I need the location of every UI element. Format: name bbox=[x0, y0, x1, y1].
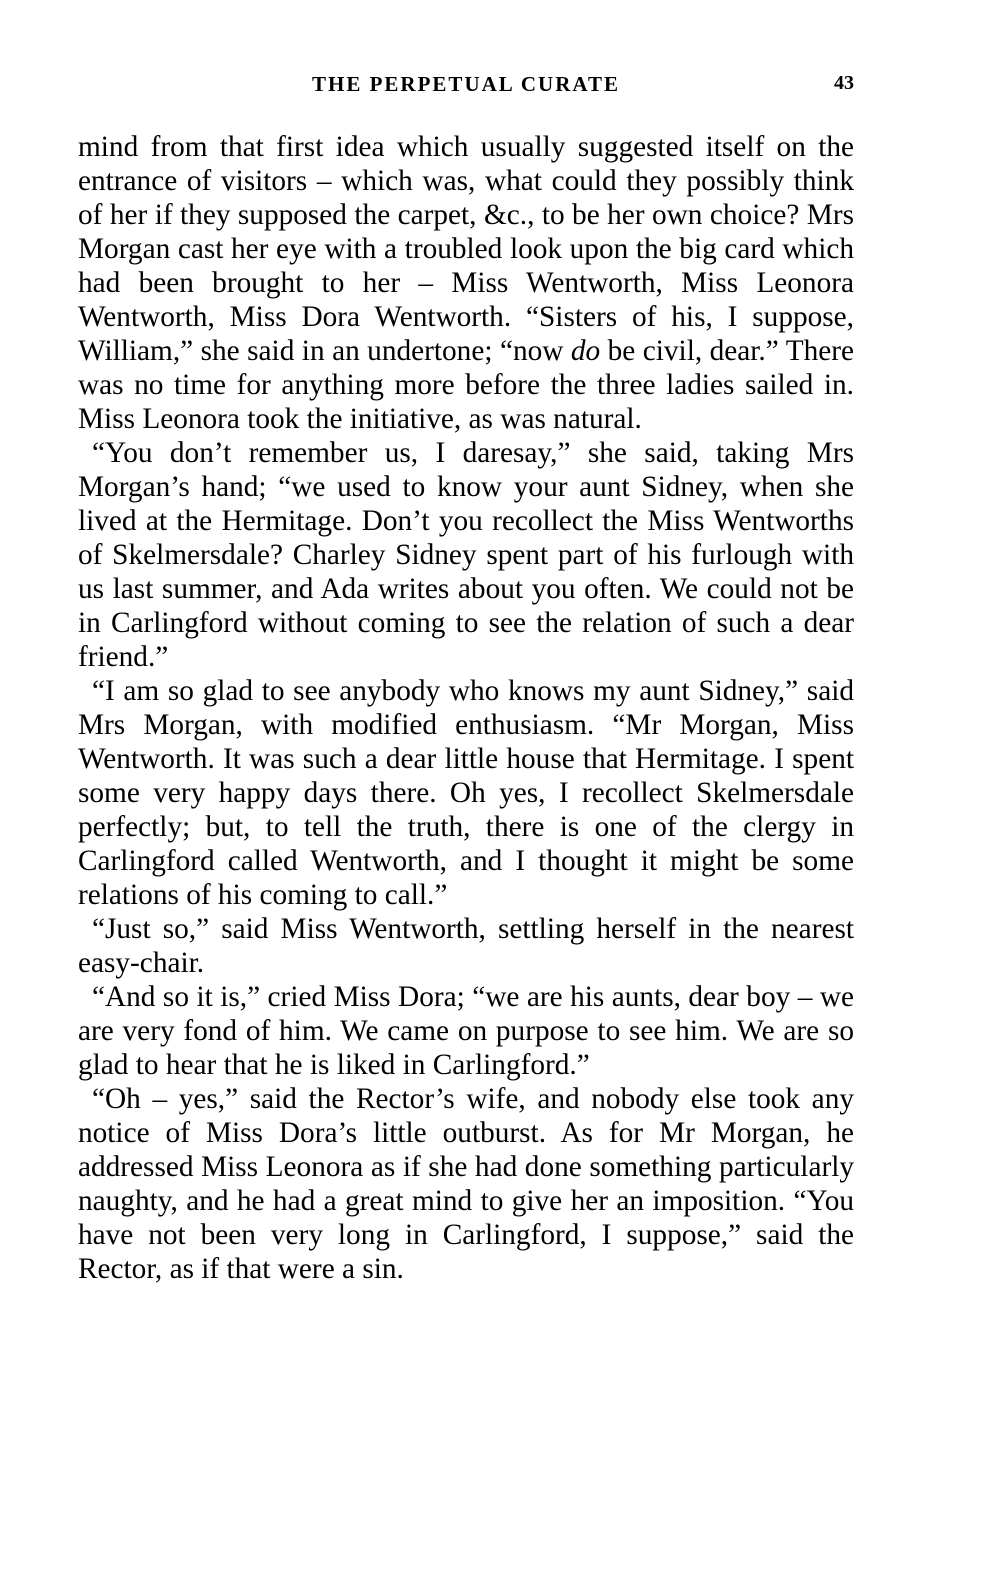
paragraph-1-italic: do bbox=[570, 335, 601, 367]
running-head bbox=[78, 72, 854, 102]
paragraph-1 bbox=[78, 130, 854, 436]
page-number: 43 bbox=[834, 72, 854, 94]
paragraph-1-text-b: be civil, dear.” There was no time for anything more before the three ladies sailed in. Miss Leonora took the initiative, as was natural. bbox=[78, 335, 854, 435]
paragraph-6: “Oh – yes,” said the Rector’s wife, and nobody else took any notice of Miss Dora’s little outburst. As for Mr Morgan, he addressed Miss Leonora as if she had done something particularly naughty, and he had a great mind to give her an imposition. “You have not been very long in Carlingford, I suppose,” said the Rector, as if that were a sin. bbox=[78, 1083, 854, 1285]
running-title: THE PERPETUAL CURATE bbox=[312, 72, 620, 96]
body-text bbox=[78, 130, 854, 1286]
paragraph-5: “And so it is,” cried Miss Dora; “we are his aunts, dear boy – we are very fond of him. We came on purpose to see him. We are so glad to hear that he is liked in Carlingford.” bbox=[78, 981, 854, 1081]
paragraph-2: “You don’t remember us, I daresay,” she said, taking Mrs Morgan’s hand; “we used to know your aunt Sidney, when she lived at the Hermitage. Don’t you recollect the Miss Wentworths of Skelmersdale? Charley Sidney spent part of his furlough with us last summer, and Ada writes about you often. We could not be in Carlingford without coming to see the relation of such a dear friend.” bbox=[78, 437, 854, 673]
paragraph-1-text-a: mind from that first idea which usually suggested itself on the entrance of visitors – which was, what could they possibly think of her if they supposed the carpet, &c., to be her own choice? Mrs Morgan cast her eye with a troubled look upon the big card which had been brought to her – Miss Wentworth, Miss Leonora Wentworth, Miss Dora Wentworth. “Sisters of his, I suppose, William,” she said in an undertone; “now bbox=[78, 131, 854, 367]
paragraph-3: “I am so glad to see anybody who knows my aunt Sidney,” said Mrs Morgan, with modified enthusiasm. “Mr Morgan, Miss Wentworth. It was such a dear little house that Hermitage. I spent some very happy days there. Oh yes, I recollect Skelmersdale perfectly; but, to tell the truth, there is one of the clergy in Carlingford called Wentworth, and I thought it might be some relations of his coming to call.” bbox=[78, 675, 854, 911]
paragraph-4: “Just so,” said Miss Wentworth, settling herself in the nearest easy-chair. bbox=[78, 913, 854, 979]
